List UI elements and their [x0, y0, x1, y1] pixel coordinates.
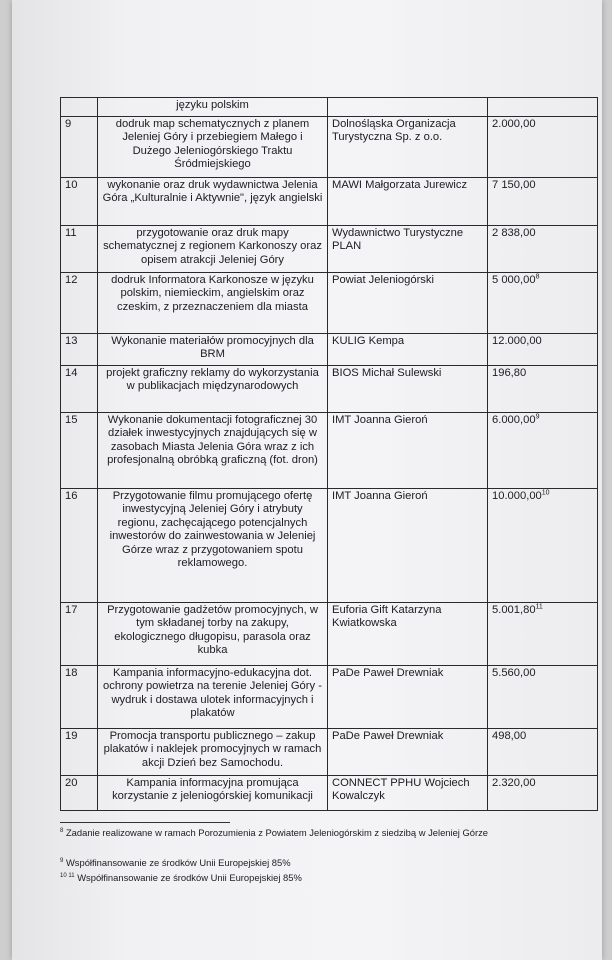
row-number: 14	[61, 366, 98, 413]
row-number: 17	[61, 603, 98, 666]
row-amount	[488, 413, 598, 489]
row-contractor: BIOS Michał Sulewski	[328, 366, 488, 413]
table-row	[61, 603, 598, 666]
row-amount	[488, 603, 598, 666]
table-row	[61, 413, 598, 489]
footnote-8	[60, 827, 488, 838]
row-number: 12	[61, 273, 98, 334]
footnote-text: Współfinansowanie ze środków Unii Europejskiej 85%	[65, 857, 291, 868]
row-amount	[488, 226, 598, 273]
row-contractor: IMT Joanna Gieroń	[328, 489, 488, 603]
footnote-ref: 10	[541, 489, 550, 497]
row-contractor: IMT Joanna Gieroń	[328, 413, 488, 489]
row-amount	[488, 98, 598, 117]
row-description: Promocja transportu publicznego – zakup plakatów i naklejek promocyjnych w ramach akcji Dzień bez Samochodu.	[98, 729, 328, 776]
amount-value: 2.000,00	[492, 118, 536, 130]
footnote-ref: 9	[535, 413, 540, 421]
row-description: Wykonanie materiałów promocyjnych dla BRM	[98, 334, 328, 366]
row-number: 19	[61, 729, 98, 776]
footnote-text: Zadanie realizowane w ramach Porozumienia z Powiatem Jeleniogórskim z siedzibą w Jeleniej Górze	[65, 827, 489, 838]
row-contractor: Dolnośląska Organizacja Turystyczna Sp. z o.o.	[328, 117, 488, 178]
table-row	[61, 334, 598, 366]
table-row	[61, 98, 598, 117]
row-amount	[488, 178, 598, 226]
expense-table	[60, 97, 598, 811]
footnote-mark: 9	[60, 857, 64, 864]
document-page	[12, 0, 602, 960]
amount-value: 6.000,00	[492, 414, 536, 426]
amount-value: 5.560,00	[492, 667, 536, 679]
row-number: 11	[61, 226, 98, 273]
row-number: 10	[61, 178, 98, 226]
footnote-10-11	[60, 872, 302, 883]
row-description: języku polskim	[98, 98, 328, 117]
amount-value: 12.000,00	[492, 335, 542, 347]
amount-value: 7 150,00	[492, 179, 536, 191]
footnote-mark: 10 11	[60, 872, 75, 879]
footnote-ref: 8	[535, 273, 540, 281]
amount-value: 2.320,00	[492, 777, 536, 789]
amount-value: 196,80	[492, 367, 527, 379]
table-row	[61, 178, 598, 226]
footnote-divider	[60, 822, 230, 823]
table-row	[61, 117, 598, 178]
row-contractor: Euforia Gift Katarzyna Kwiatkowska	[328, 603, 488, 666]
row-number: 15	[61, 413, 98, 489]
table-row	[61, 366, 598, 413]
footnote-text: Współfinansowanie ze środków Unii Europejskiej 85%	[77, 872, 302, 883]
row-number: 16	[61, 489, 98, 603]
row-description: wykonanie oraz druk wydawnictwa Jelenia Góra „Kulturalnie i Aktywnie", język angielski	[98, 178, 328, 226]
row-contractor: PaDe Paweł Drewniak	[328, 666, 488, 729]
row-number: 20	[61, 776, 98, 811]
table-row	[61, 666, 598, 729]
row-amount	[488, 776, 598, 811]
amount-value: 10.000,00	[492, 490, 542, 502]
amount-value: 498,00	[492, 730, 527, 742]
row-amount	[488, 334, 598, 366]
row-description: projekt graficzny reklamy do wykorzystania w publikacjach międzynarodowych	[98, 366, 328, 413]
row-contractor: Powiat Jeleniogórski	[328, 273, 488, 334]
row-description: dodruk Informatora Karkonosze w języku polskim, niemieckim, angielskim oraz czeskim, z przeznaczeniem dla miasta	[98, 273, 328, 334]
row-amount	[488, 366, 598, 413]
row-number: 13	[61, 334, 98, 366]
footnote-ref: 11	[535, 603, 543, 611]
row-amount	[488, 729, 598, 776]
row-description: dodruk map schematycznych z planem Jeleniej Góry i przebiegiem Małego i Dużego Jeleniogórskiego Traktu Śródmiejskiego	[98, 117, 328, 178]
table-row	[61, 729, 598, 776]
row-amount	[488, 666, 598, 729]
row-description: Przygotowanie gadżetów promocyjnych, w tym składanej torby na zakupy, ekologicznego długopisu, parasola oraz kubka	[98, 603, 328, 666]
table-row	[61, 273, 598, 334]
row-contractor: CONNECT PPHU Wojciech Kowalczyk	[328, 776, 488, 811]
table-row	[61, 226, 598, 273]
row-amount	[488, 489, 598, 603]
footnote-mark: 8	[60, 827, 64, 834]
table-row	[61, 489, 598, 603]
row-amount	[488, 117, 598, 178]
amount-value: 5 000,00	[492, 274, 536, 286]
row-contractor: PaDe Paweł Drewniak	[328, 729, 488, 776]
row-contractor	[328, 98, 488, 117]
row-contractor: Wydawnictwo Turystyczne PLAN	[328, 226, 488, 273]
row-contractor: MAWI Małgorzata Jurewicz	[328, 178, 488, 226]
row-number: 18	[61, 666, 98, 729]
table-row	[61, 776, 598, 811]
row-contractor: KULIG Kempa	[328, 334, 488, 366]
amount-value: 2 838,00	[492, 227, 536, 239]
row-description: Wykonanie dokumentacji fotograficznej 30 działek inwestycyjnych znajdujących się w zasobach Miasta Jelenia Góra wraz z ich profesjonalną obróbką graficzną (fot. dron)	[98, 413, 328, 489]
footnote-9	[60, 857, 291, 868]
row-number: 9	[61, 117, 98, 178]
row-description: Kampania informacyjna promująca korzystanie z jeleniogórskiej komunikacji	[98, 776, 328, 811]
amount-value: 5.001,80	[492, 604, 536, 616]
row-number	[61, 98, 98, 117]
row-amount	[488, 273, 598, 334]
row-description: Przygotowanie filmu promującego ofertę inwestycyjną Jeleniej Góry i atrybuty regionu, zachęcającego potencjalnych inwestorów do zainwestowania w Jeleniej Górze wraz z przygotowaniem spotu reklamowego.	[98, 489, 328, 603]
row-description: przygotowanie oraz druk mapy schematycznej z regionem Karkonoszy oraz opisem atrakcji Jeleniej Góry	[98, 226, 328, 273]
row-description: Kampania informacyjno-edukacyjna dot. ochrony powietrza na terenie Jeleniej Góry - wydruk i dostawa ulotek informacyjnych i plakatów	[98, 666, 328, 729]
